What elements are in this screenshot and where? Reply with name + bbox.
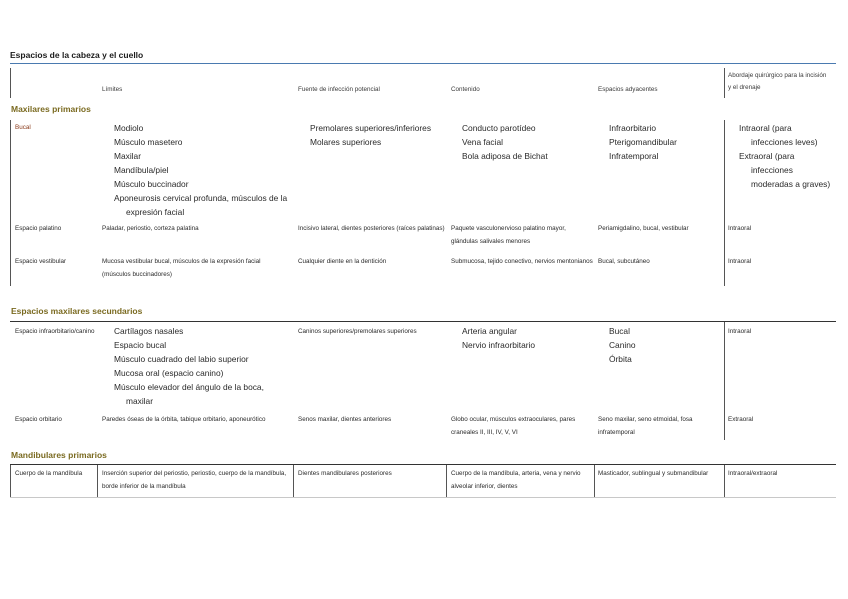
header-limites: Límites <box>102 86 123 93</box>
list-item: Arteria angular <box>462 326 517 336</box>
list-item: Músculo elevador del ángulo de la boca, maxilar <box>114 382 264 406</box>
bucal-abordaje-list <box>739 121 831 191</box>
orbitario-fuente: Senos maxilar, dientes anteriores <box>298 416 392 423</box>
vestibular-limites: Mucosa vestibular bucal, músculos de la expresión facial (músculos buccinadores) <box>102 258 261 278</box>
list-item: Intraoral (para infecciones leves) <box>739 123 818 147</box>
vestibular-fuente: Cualquier diente en la dentición <box>298 258 387 265</box>
row-label-infraorbitario: Espacio infraorbitario/canino <box>15 328 95 335</box>
bucal-fuente-list <box>310 121 450 149</box>
list-item: Cartílagos nasales <box>114 326 184 336</box>
column-divider <box>724 322 725 440</box>
list-item: Infraorbitario <box>609 123 657 133</box>
row-label-orbitario: Espacio orbitario <box>15 416 62 423</box>
list-item: Pterigomandibular <box>609 137 677 147</box>
section-rule <box>10 321 836 322</box>
list-item: Espacio bucal <box>114 340 167 350</box>
palatino-limites: Paladar, periostio, corteza palatina <box>102 225 199 232</box>
column-divider <box>446 465 447 497</box>
infraorbitario-limites-list <box>114 324 292 408</box>
bucal-contenido-list <box>462 121 594 163</box>
bucal-limites-list <box>114 121 296 219</box>
header-contenido: Contenido <box>451 86 480 93</box>
list-item: Infratemporal <box>609 151 659 161</box>
row-label-bucal: Bucal <box>15 124 31 131</box>
header-adyacentes: Espacios adyacentes <box>598 86 658 93</box>
section-rule <box>10 464 836 465</box>
list-item: Canino <box>609 340 636 350</box>
palatino-abordaje: Intraoral <box>728 225 752 232</box>
list-item: Extraoral (para infecciones moderadas a graves) <box>739 151 831 189</box>
column-divider <box>10 68 11 98</box>
palatino-fuente: Incisivo lateral, dientes posteriores (raíces palatinas) <box>298 225 445 232</box>
section-heading-secundarios: Espacios maxilares secundarios <box>11 306 143 316</box>
infraorbitario-adyacentes-list <box>609 324 721 366</box>
infraorbitario-fuente: Caninos superiores/premolares superiores <box>298 328 417 335</box>
orbitario-abordaje: Extraoral <box>728 416 754 423</box>
list-item: Molares superiores <box>310 137 382 147</box>
infraorbitario-contenido-list <box>462 324 594 352</box>
list-item: Vena facial <box>462 137 503 147</box>
section-heading-primarios: Maxilares primarios <box>11 104 91 114</box>
vestibular-contenido: Submucosa, tejido conectivo, nervios mentonianos <box>451 258 593 265</box>
orbitario-limites: Paredes óseas de la órbita, tabique orbitario, aponeurótico <box>102 416 266 423</box>
mandibula-contenido: Cuerpo de la mandíbula, arteria, vena y nervio alveolar inferior, dientes <box>451 470 581 490</box>
mandibula-adyacentes: Masticador, sublingual y submandibular <box>598 470 709 477</box>
column-divider <box>724 68 725 98</box>
list-item: Modiolo <box>114 123 144 133</box>
list-item: Músculo masetero <box>114 137 183 147</box>
palatino-adyacentes: Periamigdalino, bucal, vestibular <box>598 225 689 232</box>
vestibular-abordaje: Intraoral <box>728 258 752 265</box>
list-item: Conducto parotídeo <box>462 123 536 133</box>
row-label-vestibular: Espacio vestibular <box>15 258 67 265</box>
list-item: Órbita <box>609 354 632 364</box>
list-item: Músculo buccinador <box>114 179 189 189</box>
column-divider <box>293 465 294 497</box>
header-fuente: Fuente de infección potencial <box>298 86 380 93</box>
row-label-palatino: Espacio palatino <box>15 225 62 232</box>
list-item: Maxilar <box>114 151 141 161</box>
column-divider <box>10 120 11 286</box>
page-title: Espacios de la cabeza y el cuello <box>10 50 144 60</box>
row-label-mandibula: Cuerpo de la mandíbula <box>15 470 83 477</box>
mandibula-abordaje: Intraoral/extraoral <box>728 470 778 477</box>
list-item: Premolares superiores/inferiores <box>310 123 432 133</box>
bucal-adyacentes-list <box>609 121 721 163</box>
list-item: Bola adiposa de Bichat <box>462 151 548 161</box>
column-divider <box>10 465 11 497</box>
section-heading-mandibulares: Mandibulares primarios <box>11 450 107 460</box>
infraorbitario-abordaje: Intraoral <box>728 328 752 335</box>
header-abordaje: Abordaje quirúrgico para la incisión y el drenaje <box>728 72 827 91</box>
orbitario-adyacentes: Seno maxilar, seno etmoidal, fosa infratemporal <box>598 416 693 436</box>
palatino-contenido: Paquete vasculonervioso palatino mayor, glándulas salivales menores <box>451 225 566 245</box>
list-item: Bucal <box>609 326 630 336</box>
table-bottom-rule <box>10 497 836 498</box>
mandibula-fuente: Dientes mandibulares posteriores <box>298 470 392 477</box>
vestibular-adyacentes: Bucal, subcutáneo <box>598 258 650 265</box>
list-item: Músculo cuadrado del labio superior <box>114 354 249 364</box>
list-item: Mucosa oral (espacio canino) <box>114 368 224 378</box>
column-divider <box>594 465 595 497</box>
mandibula-limites: Inserción superior del periostio, periostio, cuerpo de la mandíbula, borde inferior de la mandíbula <box>102 470 287 490</box>
list-item: Nervio infraorbitario <box>462 340 536 350</box>
orbitario-contenido: Globo ocular, músculos extraoculares, pares craneales II, III, IV, V, VI <box>451 416 576 436</box>
list-item: Aponeurosis cervical profunda, músculos de la expresión facial <box>114 193 288 217</box>
title-rule <box>10 63 836 64</box>
column-divider <box>97 465 98 497</box>
list-item: Mandíbula/piel <box>114 165 169 175</box>
column-divider <box>724 465 725 497</box>
column-divider <box>724 120 725 286</box>
